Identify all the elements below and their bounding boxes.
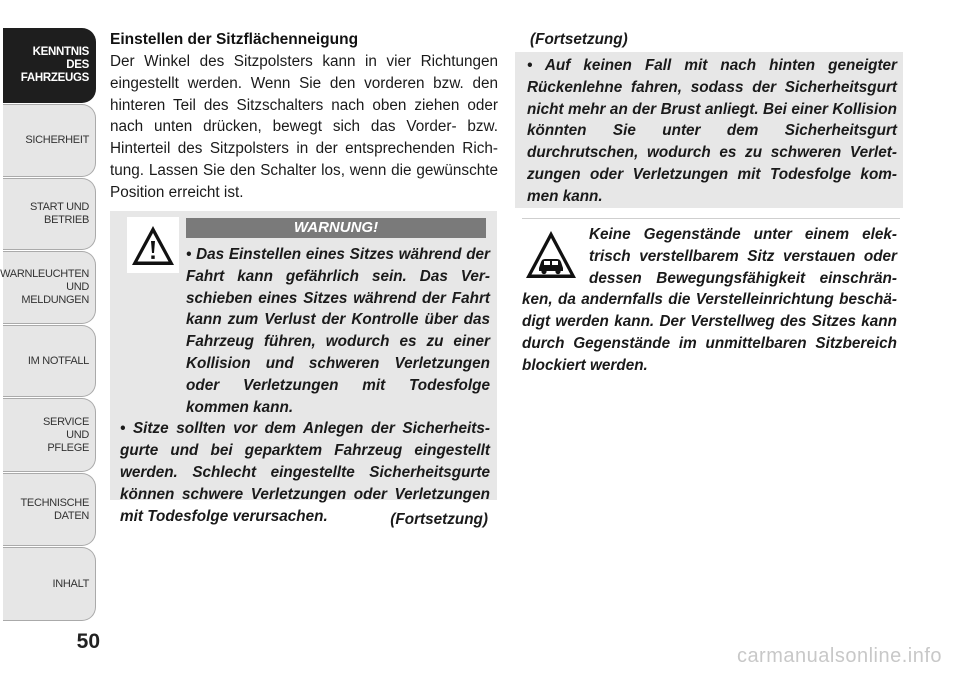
warning-heading: WARNUNG! [186, 218, 486, 238]
chapter-tab-bar [0, 0, 100, 678]
tab-warnleuchten-und-meldungen[interactable] [0, 251, 96, 324]
tab-label-line: KENNTNIS [32, 46, 89, 58]
tab-label-line: UND [66, 281, 89, 293]
tab-label-line: WARNLEUCHTEN [0, 268, 89, 280]
continued-header: (Fortsetzung) [530, 31, 628, 48]
tab-label-line: PFLEGE [47, 441, 89, 454]
continued-label: (Fortsetzung) [390, 511, 488, 528]
tab-im-notfall[interactable] [3, 325, 96, 397]
tab-label-line: MELDUNGEN [21, 294, 89, 306]
page-number: 50 [76, 630, 100, 653]
tab-label-line: SERVICE [43, 415, 89, 428]
tab-label-line: DATEN [54, 509, 89, 522]
tab-label-line: UND [66, 428, 89, 441]
warning-item: • Das Einstellen eines Sitzes während der Fahrt kann gefährlich sein. Das Verschieben eines Sitzes während der Fahrt kann zum Verlust der Kontrolle über das Fahrzeug führen, wodurch es zu einer Kollision und schweren Verletzungen oder Verletzungen mit Todesfolge kommen kann. [186, 246, 490, 416]
section-title: Einstellen der Sitzflächenneigung [110, 31, 359, 48]
divider [522, 218, 900, 219]
tab-label-line: INHALT [52, 577, 89, 590]
tab-kenntnis-des-fahrzeugs[interactable] [3, 28, 96, 103]
warning-text [120, 244, 490, 527]
tab-start-und-betrieb[interactable] [3, 178, 96, 250]
watermark: carmanualsonline.info [736, 645, 942, 667]
tab-sicherheit[interactable] [3, 104, 96, 177]
warning-item: • Sitze sollten vor dem Anlegen der Sicherheitsgurte und bei geparktem Fahrzeug eingestellt werden. Schlecht eingestellte Sicherheitsgurte können schwere Verletzungen oder Verletzungen mit Todesfolge verursachen. [120, 420, 490, 525]
tab-technische-daten[interactable] [3, 473, 96, 546]
tab-label-line: IM NOTFALL [27, 354, 89, 367]
tab-label-line: FAHRZEUGS [20, 72, 89, 84]
caution-note-text: Keine Gegenstände unter einem elektrisch verstellbarem Sitz verstauen oder dessen Bewegungsfähigkeit einschränken, da andernfalls die Verstelleinrichtung beschädigt werden kann. Der Verstellweg des Sitzes kann durch Gegenstände im unmittelbaren Sitzbereich blockiert werden. [522, 226, 897, 374]
icon-spacer [522, 224, 589, 286]
caution-note [522, 224, 897, 377]
tab-label-line: TECHNISCHE [20, 496, 89, 509]
intro-paragraph: Der Winkel des Sitzpolsters kann in vier Richtungen eingestellt werden. Wenn Sie den vorderen bzw. den hinteren Teil des Sitzschalters nach oben ziehen oder nach unten drücken, bewegt sich das Vorder- bzw. Hinterteil des Sitzpolsters in der entsprechenden Richtung. Lassen Sie den Schalter los, wenn die gewünschte Position erreicht ist. [110, 53, 498, 201]
tab-inhalt[interactable] [3, 547, 96, 621]
tab-label-line: START UND [29, 201, 89, 213]
tab-label-line: BETRIEB [44, 214, 89, 226]
warning-continuation-item: • Auf keinen Fall mit nach hinten geneigter Rückenlehne fahren, sodass der Sicherheitsgurt nicht mehr an der Brust anliegt. Bei einer Kollision könnten Sie unter dem Sicherheitsgurt durchrutschen, wodurch es zu schweren Verletzungen oder Verletzungen mit Todesfolge kommen kann. [527, 57, 897, 205]
tab-label-line: DES [66, 59, 89, 71]
tab-service-und-pflege[interactable] [3, 398, 96, 472]
tab-label-line: SICHERHEIT [25, 134, 89, 146]
